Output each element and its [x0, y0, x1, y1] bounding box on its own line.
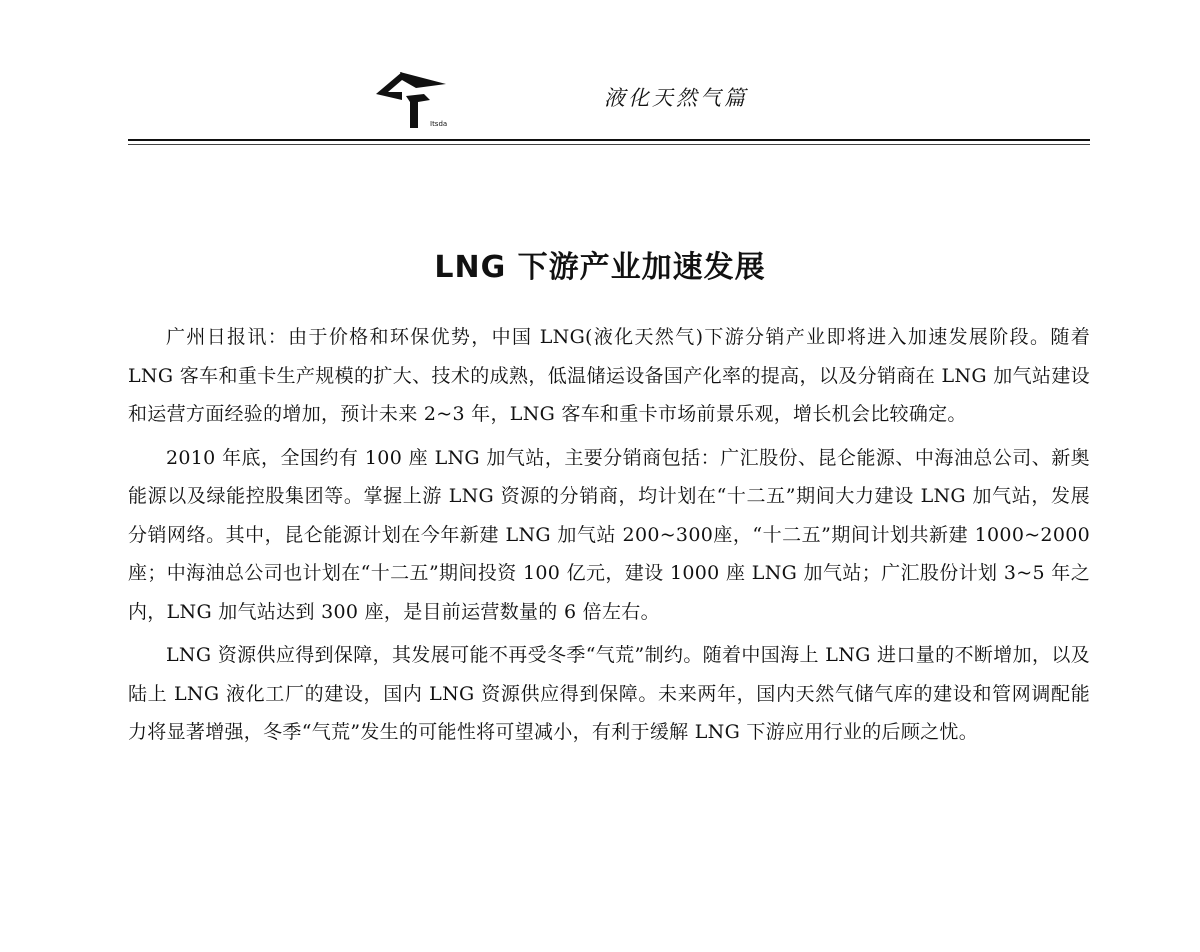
section-title: 液化天然气篇: [604, 86, 748, 110]
header-rule-thin: [128, 144, 1090, 145]
article-title: LNG 下游产业加速发展: [434, 250, 766, 286]
header-rule: [128, 139, 1090, 141]
logo-caption: Itsda: [430, 120, 448, 128]
article-paragraph-3: LNG 资源供应得到保障，其发展可能不再受冬季“气荒”制约。随着中国海上 LNG 进口量的不断增加，以及陆上 LNG 液化工厂的建设，国内 LNG 资源供应得到保障。未来两年，国内天然气储气库的建设和管网调配能力将显著增强，冬季“气荒”发生的可能性将可望减小，有利于缓解 LNG 下游应用行业的后顾之忧。: [128, 644, 1090, 743]
publisher-logo: [372, 66, 462, 136]
article-paragraph-2: 2010 年底，全国约有 100 座 LNG 加气站，主要分销商包括：广汇股份、昆仑能源、中海油总公司、新奥能源以及绿能控股集团等。掌握上游 LNG 资源的分销商，均计划在“十二五”期间大力建设 LNG 加气站，发展分销网络。其中，昆仑能源计划在今年新建 LNG 加气站 200~300座，“十二五”期间计划共新建 1000~2000 座；中海油总公司也计划在“十二五”期间投资 100 亿元，建设 1000 座 LNG 加气站；广汇股份计划 3~5 年之内，LNG 加气站达到 300 座，是目前运营数量的 6 倍左右。: [128, 446, 1090, 623]
page-header: [0, 0, 1200, 150]
article-paragraph-1: 广州日报讯：由于价格和环保优势，中国 LNG(液化天然气)下游分销产业即将进入加速发展阶段。随着 LNG 客车和重卡生产规模的扩大、技术的成熟，低温储运设备国产化率的提高，以及分销商在 LNG 加气站建设和运营方面经验的增加，预计未来 2~3 年，LNG 客车和重卡市场前景乐观，增长机会比较确定。: [128, 326, 1090, 425]
article-body: [128, 318, 1090, 757]
